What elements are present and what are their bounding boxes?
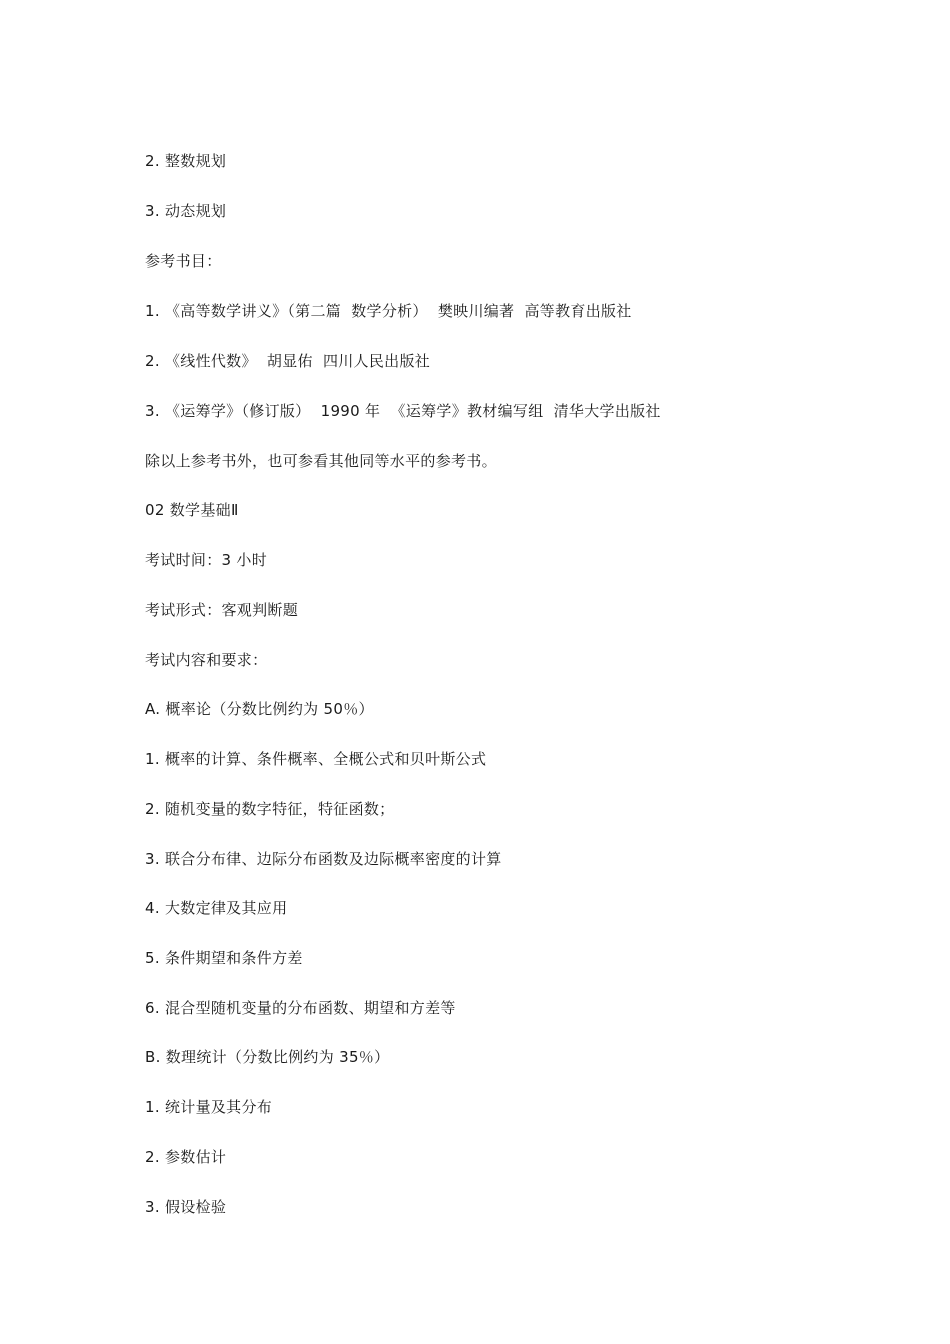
probability-item-2: 2. 随机变量的数字特征，特征函数；	[145, 800, 395, 818]
exam-format: 考试形式：客观判断题	[145, 601, 299, 619]
statistics-item-2: 2. 参数估计	[145, 1148, 227, 1166]
text-line-integer-programming: 2. 整数规划	[145, 152, 227, 170]
references-heading: 参考书目：	[145, 252, 222, 270]
references-note: 除以上参考书外，也可参看其他同等水平的参考书。	[145, 452, 497, 470]
statistics-item-3: 3. 假设检验	[145, 1198, 227, 1216]
probability-item-3: 3. 联合分布律、边际分布函数及边际概率密度的计算	[145, 850, 502, 868]
exam-content-heading: 考试内容和要求：	[145, 651, 268, 669]
reference-item-2: 2. 《线性代数》 胡显佑 四川人民出版社	[145, 352, 431, 370]
probability-item-4: 4. 大数定律及其应用	[145, 899, 288, 917]
section-a-probability: A. 概率论（分数比例约为 50％）	[145, 700, 374, 718]
reference-item-1: 1. 《高等数学讲义》（第二篇 数学分析） 樊映川编著 高等教育出版社	[145, 302, 632, 320]
probability-item-1: 1. 概率的计算、条件概率、全概公式和贝叶斯公式	[145, 750, 487, 768]
section-title-math-foundation-2: 02 数学基础Ⅱ	[145, 501, 239, 519]
probability-item-5: 5. 条件期望和条件方差	[145, 949, 303, 967]
probability-item-6: 6. 混合型随机变量的分布函数、期望和方差等	[145, 999, 456, 1017]
reference-item-3: 3. 《运筹学》（修订版） 1990 年 《运筹学》教材编写组 清华大学出版社	[145, 402, 661, 420]
statistics-item-1: 1. 统计量及其分布	[145, 1098, 273, 1116]
section-b-statistics: B. 数理统计（分数比例约为 35％）	[145, 1048, 390, 1066]
text-line-dynamic-programming: 3. 动态规划	[145, 202, 227, 220]
exam-time: 考试时间：3 小时	[145, 551, 268, 569]
